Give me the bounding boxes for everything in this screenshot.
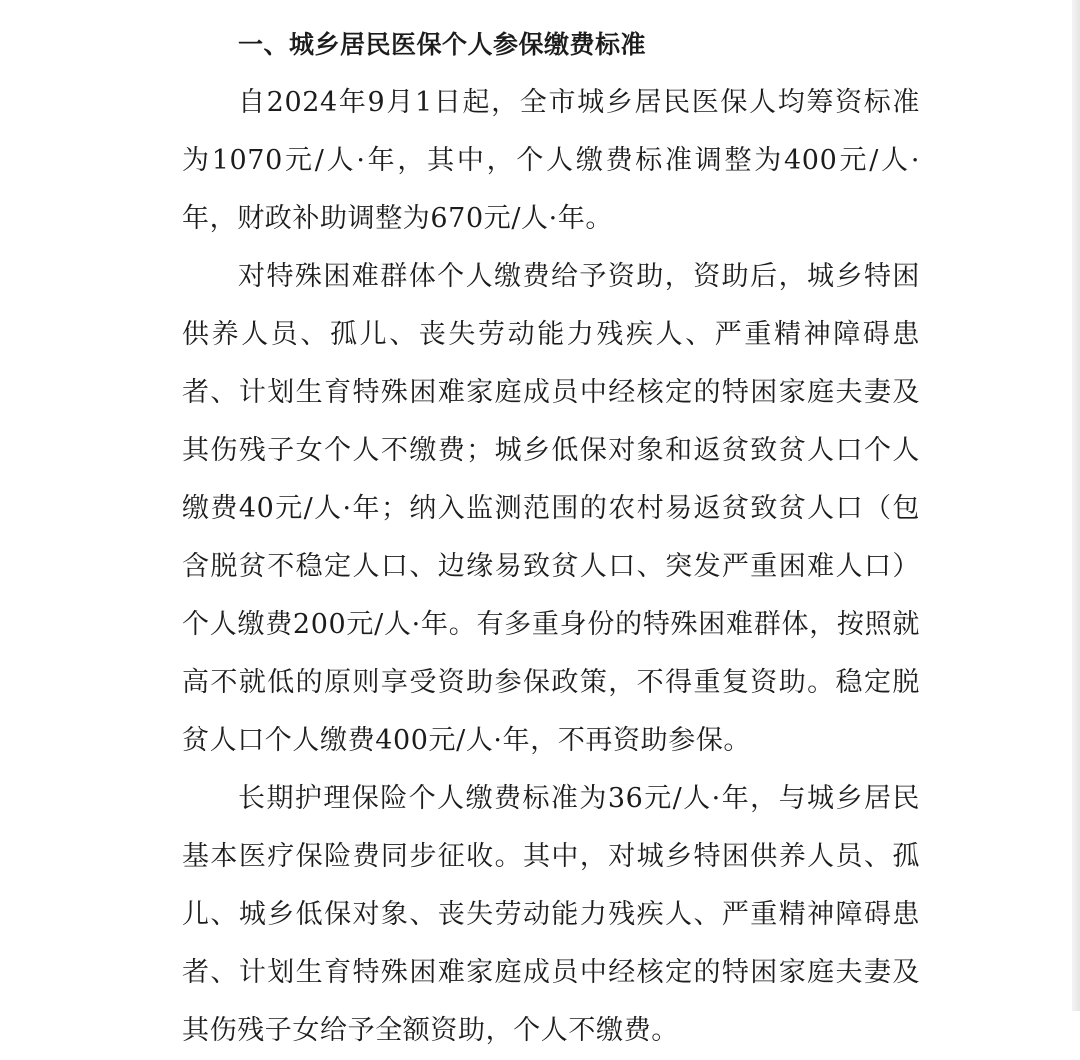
paragraph-special-groups: 对特殊困难群体个人缴费给予资助，资助后，城乡特困供养人员、孤儿、丧失劳动能力残疾人、严重精神障碍患者、计划生育特殊困难家庭成员中经核定的特困家庭夫妻及其伤残子女个人不缴费；城乡低保对象和返贫致贫人口个人缴费40元/人·年；纳入监测范围的农村易返贫致贫人口（包含脱贫不稳定人口、边缘易致贫人口、突发严重困难人口）个人缴费200元/人·年。有多重身份的特殊困难群体，按照就高不就低的原则享受资助参保政策，不得重复资助。稳定脱贫人口个人缴费400元/人·年，不再资助参保。 [182,261,920,756]
paragraph-long-term-care: 长期护理保险个人缴费标准为36元/人·年，与城乡居民基本医疗保险费同步征收。其中，对城乡特困供养人员、孤儿、城乡低保对象、丧失劳动能力残疾人、严重精神障碍患者、计划生育特殊困难家庭成员中经核定的特困家庭夫妻及其伤残子女给予全额资助，个人不缴费。 [182,783,920,1046]
paragraph-funding-standard: 自2024年9月1日起，全市城乡居民医保人均筹资标准为1070元/人·年，其中，个人缴费标准调整为400元/人·年，财政补助调整为670元/人·年。 [182,87,920,234]
section-heading: 一、城乡居民医保个人参保缴费标准 [238,30,647,59]
document-body [182,24,920,1060]
page-edge-shadow [1072,0,1080,1011]
